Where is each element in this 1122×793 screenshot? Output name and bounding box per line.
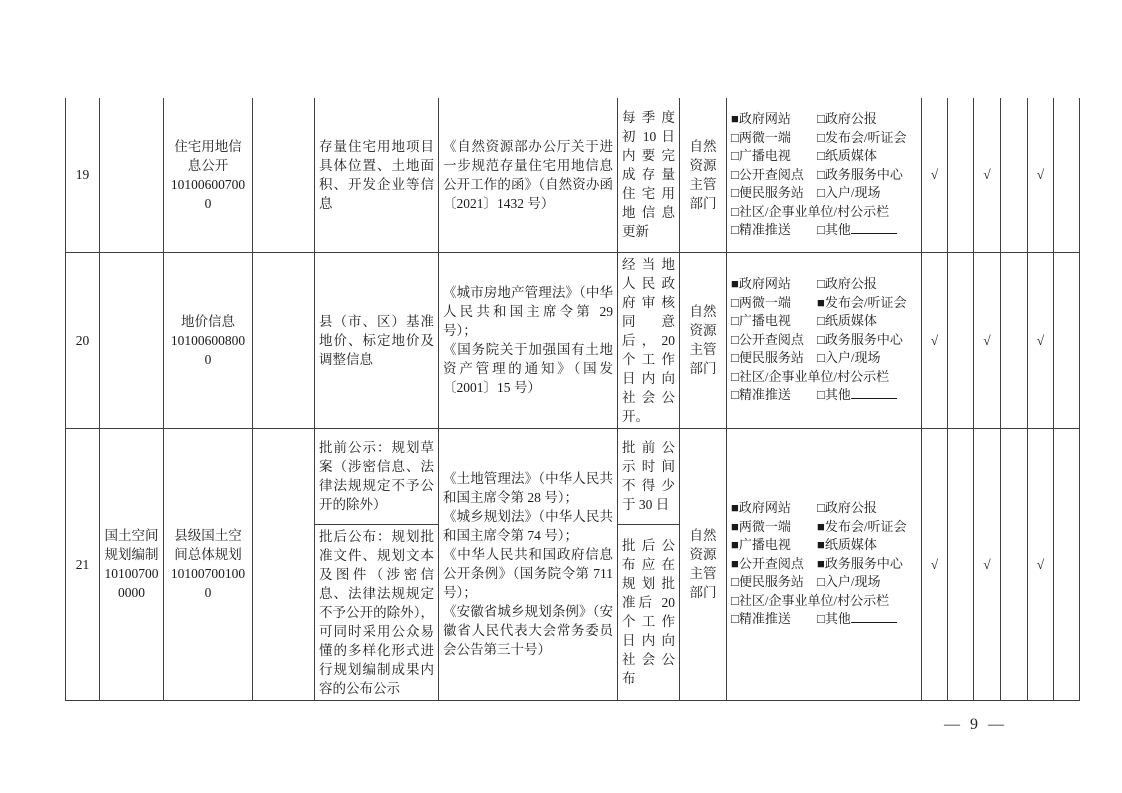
checkbox-icon: □ [731, 129, 739, 145]
channel-option-label: 纸质媒体 [824, 148, 877, 163]
checkbox-icon: □ [817, 129, 825, 145]
channel-option [731, 536, 817, 555]
channel-line [731, 536, 917, 555]
legal-citation: 《国务院关于加强国有土地资产管理的通知》（国发〔2001〕15 号） [443, 342, 613, 395]
checkbox-icon: □ [731, 294, 739, 310]
checkbox-icon: □ [731, 148, 739, 163]
content-text: 县（市、区）基准地价、标定地价及调整信息 [319, 313, 434, 367]
legal-citation: 《自然资源部办公厅关于进一步规范存量住宅用地信息公开工作的函》（自然资办函〔2021〕1432 号） [443, 138, 613, 211]
content-cell [315, 252, 439, 428]
legal-basis-cell [439, 252, 618, 428]
channel-option [731, 129, 817, 148]
channel-option-label: 发布会/听证会 [824, 518, 907, 534]
channels-list [731, 110, 917, 240]
checkbox-icon: □ [817, 387, 825, 403]
channel-option-label: 精准推送 [738, 611, 791, 627]
channel-option-label: 社区/企事业单位/村公示栏 [738, 203, 890, 219]
check-cell-3: √ [974, 98, 1001, 252]
channel-option-label: 广播电视 [738, 148, 791, 163]
checkbox-icon: □ [817, 111, 825, 126]
checkbox-icon: □ [731, 313, 739, 329]
checkbox-checked-icon: ■ [817, 294, 825, 310]
department-cell: 自然资源主管部门 [680, 252, 727, 428]
channel-line [731, 166, 917, 185]
channel-option [817, 573, 880, 592]
channel-option-label: 政务服务中心 [824, 166, 903, 182]
item-name: 地价信息 [181, 313, 235, 329]
channel-option [817, 536, 877, 555]
checkbox-checked-icon: ■ [731, 555, 739, 571]
channel-line [731, 610, 917, 629]
content-cell [315, 98, 439, 252]
channel-option-label: 发布会/听证会 [824, 294, 907, 310]
checkbox-icon: □ [817, 350, 825, 366]
channel-option-label: 发布会/听证会 [824, 129, 907, 145]
channel-option-label: 公开查阅点 [738, 166, 804, 182]
checkbox-icon: □ [731, 350, 739, 366]
checkbox-icon: □ [731, 592, 739, 608]
disclosure-table-wrap [65, 98, 1080, 701]
table-row-21-upper [66, 428, 1080, 524]
channel-option-label: 广播电视 [738, 313, 791, 329]
check-cell-3: √ [974, 252, 1001, 428]
channel-option-label: 入户/现场 [824, 350, 881, 366]
table-row-19 [66, 98, 1080, 252]
channel-option-label: 入户/现场 [824, 574, 881, 590]
channel-line [731, 275, 917, 294]
channel-option-label: 纸质媒体 [824, 537, 877, 553]
channel-option-label: 政务服务中心 [824, 331, 903, 347]
content-post-approval-cell [315, 524, 439, 700]
blank-underline [851, 221, 897, 234]
channel-option [731, 499, 817, 518]
check-cell-2 [948, 252, 974, 428]
checkbox-icon: □ [817, 574, 825, 590]
checkbox-checked-icon: ■ [817, 537, 825, 553]
channel-option-label: 政府网站 [738, 111, 791, 126]
channel-option-label: 公开查阅点 [738, 331, 804, 347]
channel-option [731, 294, 817, 313]
channel-line [731, 147, 917, 166]
channel-option [731, 203, 889, 222]
item-cell [164, 428, 253, 700]
category-cell [100, 428, 164, 700]
channel-line [731, 592, 917, 611]
checkbox-icon: □ [731, 574, 739, 590]
check-cell-2 [948, 98, 974, 252]
checkbox-icon: □ [817, 313, 825, 329]
check-cell-4 [1001, 252, 1028, 428]
check-cell-6 [1054, 428, 1080, 700]
channel-option-label: 政府网站 [738, 500, 791, 516]
checkbox-icon: □ [731, 203, 739, 219]
checkbox-icon: □ [817, 148, 825, 163]
channel-option [817, 147, 877, 166]
channel-line [731, 129, 917, 148]
checkbox-icon: □ [817, 222, 825, 237]
channel-option [817, 499, 877, 518]
check-cell-3: √ [974, 428, 1001, 700]
channel-line [731, 294, 917, 313]
check-cell-5: √ [1028, 98, 1054, 252]
content-pre-approval-cell [315, 428, 439, 524]
table-row-20 [66, 252, 1080, 428]
channel-option [731, 110, 817, 129]
timing-cell [618, 98, 680, 252]
item-cell [164, 252, 253, 428]
checkbox-checked-icon: ■ [731, 537, 739, 553]
disclosure-table [65, 98, 1080, 701]
spare-cell [253, 252, 315, 428]
channel-option [731, 166, 817, 185]
channel-line [731, 518, 917, 537]
channel-option-label: 政务服务中心 [824, 555, 903, 571]
checkbox-icon: □ [817, 611, 825, 627]
channel-line [731, 203, 917, 222]
channel-option [817, 184, 880, 203]
channel-option-label: 政府公报 [824, 500, 877, 516]
index-cell: 20 [66, 252, 100, 428]
channel-option-label: 社区/企事业单位/村公示栏 [738, 368, 890, 384]
item-name: 住宅用地信息公开 [174, 138, 242, 173]
legal-citation: 《城乡规划法》（中华人民共和国主席令第 74 号）； [443, 509, 613, 543]
channels-list [731, 499, 917, 629]
channel-option-label: 广播电视 [738, 537, 791, 553]
channel-option-label: 精准推送 [738, 387, 791, 403]
channel-option [817, 129, 906, 148]
channel-option-label: 纸质媒体 [824, 313, 877, 329]
channel-option [731, 275, 817, 294]
channel-option [731, 349, 817, 368]
checkbox-checked-icon: ■ [731, 111, 739, 126]
channel-option [817, 386, 897, 405]
channel-line [731, 184, 917, 203]
check-cell-4 [1001, 428, 1028, 700]
category-cell [100, 252, 164, 428]
index-cell: 21 [66, 428, 100, 700]
item-code: 101006007000 [170, 176, 246, 211]
channel-option [731, 312, 817, 331]
channel-option-label: 两微一端 [738, 294, 791, 310]
check-cell-2 [948, 428, 974, 700]
checkbox-checked-icon: ■ [817, 555, 825, 571]
legal-basis-cell [439, 98, 618, 252]
check-cell-4 [1001, 98, 1028, 252]
content-text: 存量住宅用地项目具体位置、土地面积、开发企业等信息 [319, 138, 434, 211]
channel-line [731, 221, 917, 240]
channel-option [817, 518, 906, 537]
timing-text: 经当地人民政府审核同意后，20 个工作日内向社会公开。 [622, 256, 675, 424]
channels-list [731, 275, 917, 405]
timing-post-approval-cell [618, 524, 680, 700]
index-cell: 19 [66, 98, 100, 252]
channel-line [731, 499, 917, 518]
department-cell: 自然资源主管部门 [680, 98, 727, 252]
channel-line [731, 110, 917, 129]
channel-option [817, 294, 906, 313]
channel-option [731, 518, 817, 537]
checkbox-icon: □ [817, 500, 825, 516]
channel-option-label: 政府网站 [738, 276, 791, 292]
page-number: — 9 — [944, 716, 1004, 733]
channel-option [817, 610, 897, 629]
channels-cell [727, 428, 922, 700]
legal-basis-cell [439, 428, 618, 700]
channel-option-label: 两微一端 [738, 129, 791, 145]
checkbox-checked-icon: ■ [731, 500, 739, 516]
timing-text: 每季度初 10 日内要完成存量住宅用地信息更新 [622, 110, 675, 240]
channels-cell [727, 252, 922, 428]
check-cell-6 [1054, 252, 1080, 428]
channel-option [817, 349, 880, 368]
spare-cell [253, 98, 315, 252]
channel-option [731, 368, 889, 387]
channel-option-label: 政府公报 [824, 276, 877, 292]
channel-option [817, 221, 897, 240]
timing-cell [618, 252, 680, 428]
channel-line [731, 368, 917, 387]
check-cell-5: √ [1028, 428, 1054, 700]
channel-option [731, 147, 817, 166]
category-cell [100, 98, 164, 252]
channel-option [817, 110, 877, 129]
checkbox-icon: □ [731, 387, 739, 403]
checkbox-icon: □ [817, 331, 825, 347]
checkbox-icon: □ [817, 166, 825, 182]
channel-option [731, 610, 817, 629]
channel-option [817, 555, 903, 574]
checkbox-icon: □ [731, 166, 739, 182]
content-text: 批前公示：规划草案（涉密信息、法律法规规定不予公开的除外） [319, 440, 434, 512]
check-cell-5: √ [1028, 252, 1054, 428]
channel-option [731, 592, 889, 611]
blank-underline [851, 610, 897, 623]
channel-option [817, 331, 903, 350]
checkbox-icon: □ [731, 331, 739, 347]
item-cell [164, 98, 253, 252]
channel-option-label: 两微一端 [738, 518, 791, 534]
checkbox-icon: □ [731, 611, 739, 627]
channel-option [817, 312, 877, 331]
channel-option [731, 221, 817, 240]
checkbox-icon: □ [817, 185, 825, 200]
category-name: 国土空间规划编制 [104, 528, 159, 562]
channel-option [731, 573, 817, 592]
channel-option-label: 其他 [824, 611, 851, 627]
legal-citation: 《土地管理法》（中华人民共和国主席令第 28 号）； [443, 471, 613, 505]
legal-citation: 《安徽省城乡规划条例》（安徽省人民代表大会常务委员会公告第三十号） [443, 604, 613, 657]
channel-line [731, 331, 917, 350]
category-code: 101007000000 [104, 566, 159, 600]
channel-option [817, 275, 877, 294]
channel-option-label: 其他 [824, 222, 851, 237]
channel-option-label: 政府公报 [824, 111, 877, 126]
channel-option [731, 184, 817, 203]
channel-line [731, 573, 917, 592]
checkbox-checked-icon: ■ [731, 518, 739, 534]
channel-option-label: 公开查阅点 [738, 555, 804, 571]
channel-option-label: 入户/现场 [824, 185, 881, 200]
channel-line [731, 555, 917, 574]
checkbox-icon: □ [731, 185, 739, 200]
channel-option-label: 便民服务站 [738, 350, 804, 366]
department-cell: 自然资源主管部门 [680, 428, 727, 700]
channel-option-label: 便民服务站 [738, 574, 804, 590]
channel-option [817, 166, 903, 185]
checkbox-icon: □ [731, 222, 739, 237]
check-cell-6 [1054, 98, 1080, 252]
check-cell-1: √ [922, 428, 948, 700]
channels-cell [727, 98, 922, 252]
channel-option-label: 精准推送 [738, 222, 791, 237]
channel-option-label: 社区/企事业单位/村公示栏 [738, 592, 890, 608]
check-cell-1: √ [922, 98, 948, 252]
blank-underline [851, 386, 897, 399]
item-code: 101007001000 [170, 566, 246, 600]
timing-text: 批前公示时间不得少于 30 日 [622, 440, 675, 512]
channel-option [731, 331, 817, 350]
timing-text: 批后公布应在规划批准后 20 个工作日内向社会公布 [622, 538, 675, 686]
checkbox-icon: □ [817, 276, 825, 292]
legal-citation: 《城市房地产管理法》（中华人民共和国主席令第 29 号）； [443, 285, 613, 338]
timing-pre-approval-cell [618, 428, 680, 524]
channel-option-label: 其他 [824, 387, 851, 403]
channel-option-label: 便民服务站 [738, 185, 804, 200]
content-text: 批后公布：规划批准文件、规划文本及图件（涉密信息、法律法规规定不予公开的除外），可同时采用公众易懂的多样化形式进行规划编制成果内容的公布公示 [319, 528, 434, 696]
channel-line [731, 312, 917, 331]
channel-line [731, 386, 917, 405]
channel-option [731, 386, 817, 405]
channel-line [731, 349, 917, 368]
checkbox-checked-icon: ■ [731, 276, 739, 292]
item-code: 101006008000 [170, 332, 246, 367]
spare-cell [253, 428, 315, 700]
checkbox-checked-icon: ■ [817, 518, 825, 534]
item-name: 县级国土空间总体规划 [174, 528, 242, 562]
checkbox-icon: □ [731, 368, 739, 384]
legal-citation: 《中华人民共和国政府信息公开条例》（国务院令第 711 号）； [443, 547, 613, 600]
check-cell-1: √ [922, 252, 948, 428]
channel-option [731, 555, 817, 574]
